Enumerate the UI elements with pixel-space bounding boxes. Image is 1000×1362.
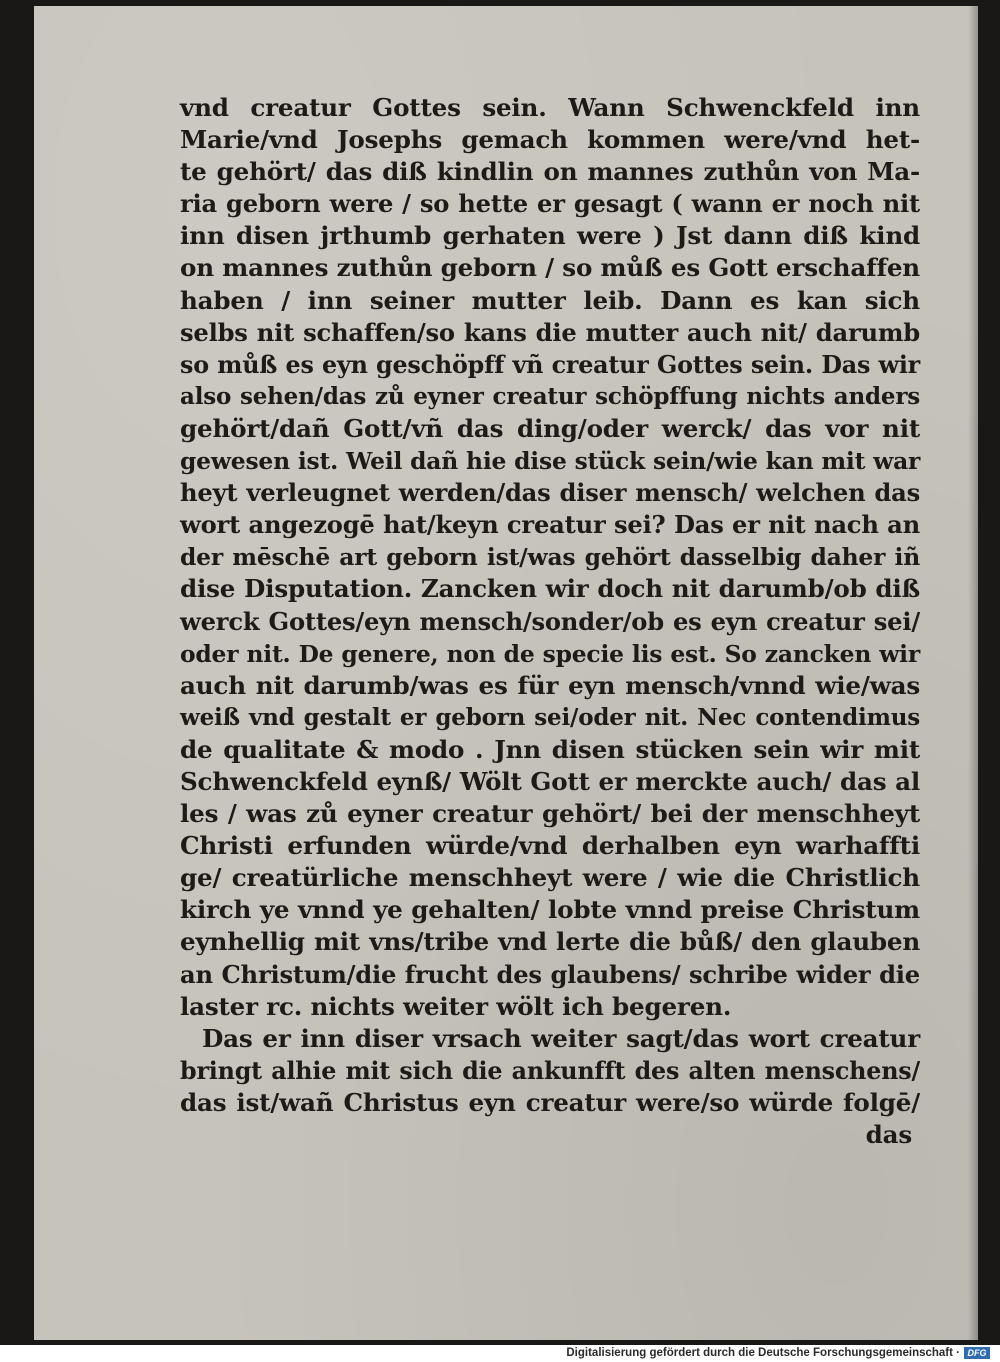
text-line-7: haben / inn seiner mutter leib. Dann es kan sich (180, 285, 920, 315)
funding-notice: Digitalisierung gefördert durch die Deutsche Forschungsgemeinschaft · (566, 1347, 960, 1359)
text-line-2: Marie/vnd Josephs gemach kommen were/vnd het- (180, 125, 920, 155)
catchword: das (865, 1120, 912, 1149)
text-line-3: te gehört/ das diß kindlin on mannes zuthůn von Ma- (180, 157, 920, 187)
text-line-23: les / was zů eyner creatur gehört/ bei der menschheyt (180, 799, 920, 829)
text-line-1: vnd creatur Gottes sein. Wann Schwenckfeld inn (180, 93, 920, 122)
text-line-27: eynhellig mit vns/tribe vnd lerte die bůß/ den glauben (180, 927, 920, 957)
text-line-31: bringt alhie mit sich die ankunfft des alten menschens/ (180, 1056, 920, 1085)
text-line-11: gehört/dañ Gott/vñ das ding/oder werck/ das vor nit (180, 413, 920, 443)
text-line-18: oder nit. De genere, non de specie lis est. So zancken wir (180, 639, 920, 668)
text-line-30: Das er inn diser vrsach weiter sagt/das wort creatur (202, 1023, 920, 1053)
text-line-12: gewesen ist. Weil dañ hie dise stück sein/wie kan mit war (180, 447, 921, 476)
text-line-9: so můß es eyn geschöpff vñ creatur Gottes sein. Das wir (180, 350, 920, 379)
dfg-logo-icon: DFG (964, 1347, 990, 1359)
text-line-28: an Christum/die frucht des glaubens/ schribe wider die (180, 959, 920, 989)
text-line-13: heyt verleugnet werden/das diser mensch/ welchen das (180, 478, 920, 508)
page-edge-shadow (968, 6, 978, 1340)
text-line-4: ria geborn were / so hette er gesagt ( wann er noch nit (180, 189, 920, 219)
text-line-21: de qualitate & modo . Jnn disen stücken sein wir mit (180, 734, 920, 764)
text-line-16: dise Disputation. Zancken wir doch nit darumb/ob diß (180, 574, 920, 604)
text-line-20: weiß vnd gestalt er geborn sei/oder nit. Nec contendimus (180, 703, 920, 731)
text-line-29: laster rc. nichts weiter wölt ich begeren. (180, 991, 732, 1021)
text-line-8: selbs nit schaffen/so kans die mutter auch nit/ darumb (180, 317, 920, 347)
text-line-15: der mēschē art geborn ist/was gehört dasselbig daher iñ (180, 543, 920, 572)
text-line-19: auch nit darumb/was es für eyn mensch/vnnd wie/was (180, 670, 920, 700)
text-line-5: inn disen jrthumb gerhaten were ) Jst dann diß kind (180, 221, 920, 251)
text-line-22: Schwenckfeld eynß/ Wölt Gott er merckte auch/ das al (180, 766, 920, 796)
text-line-17: werck Gottes/eyn mensch/sonder/ob es eyn creatur sei/ (180, 606, 920, 636)
text-line-32: das ist/wañ Christus eyn creatur were/so würde folgē/ (180, 1087, 920, 1117)
text-line-24: Christi erfunden würde/vnd derhalben eyn warhaffti (180, 831, 920, 861)
text-line-6: on mannes zuthůn geborn / so můß es Gott erschaffen (180, 253, 920, 283)
text-line-26: kirch ye vnnd ye gehalten/ lobte vnnd preise Christum (180, 895, 920, 925)
footer-bar (0, 1345, 1000, 1362)
text-line-25: ge/ creatürliche menschheyt were / wie die Christlich (180, 863, 920, 893)
main-text-block (180, 92, 920, 1151)
text-line-14: wort angezogē hat/keyn creatur sei? Das er nit nach an (180, 510, 920, 540)
text-line-10: also sehen/das zů eyner creatur schöpffung nichts anders (180, 382, 920, 410)
